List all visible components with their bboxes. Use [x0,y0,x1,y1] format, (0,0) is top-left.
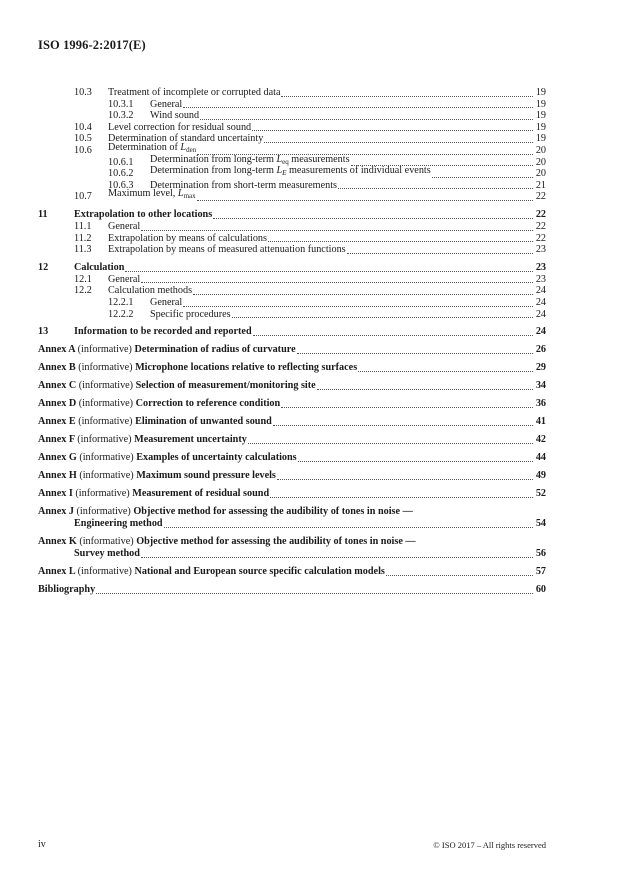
toc-entry-number: 10.3.2 [108,110,134,122]
annex-label: Annex L [38,566,76,578]
toc-entry-title: Calculation methods [108,285,193,297]
annex-title-continued: Survey method [74,548,140,560]
annex-title: Determination of radius of curvature [134,344,296,356]
toc-entry-number: 10.6.2 [108,168,134,180]
toc-entry-page: 23 [535,244,546,256]
toc-annex-entry[interactable] [38,506,546,518]
toc-entry-number: 12.2 [74,285,92,297]
annex-type: (informative) [78,416,133,428]
annex-label: Annex A [38,344,76,356]
dot-leader [273,425,533,426]
toc-entry-number: 10.7 [74,191,92,203]
toc-entry-title: Extrapolation by means of calculations [108,232,267,244]
annex-type: (informative) [77,434,132,446]
annex-type: (informative) [79,452,134,464]
toc-annex-entry-continued[interactable] [38,548,546,560]
toc-entry-page: 20 [535,168,546,180]
dot-leader [253,335,533,336]
annex-page: 42 [535,434,546,446]
toc-entry-page: 24 [535,285,546,297]
annex-label: Annex D [38,398,77,410]
annex-page: 54 [535,518,546,530]
dot-leader [268,241,533,242]
dot-leader [197,200,533,201]
annex-label: Annex K [38,536,77,548]
toc-entry[interactable] [38,209,546,221]
dot-leader [183,306,533,307]
toc-entry-page: 22 [535,191,546,203]
annex-label: Annex C [38,380,77,392]
annex-label: Annex J [38,506,74,518]
dot-leader [281,96,533,97]
annex-type: (informative) [77,566,132,578]
toc-entry-number: 12.2.2 [108,308,134,320]
bibliography-title: Bibliography [38,584,96,596]
toc-entry-title: Treatment of incomplete or corrupted data [108,87,281,98]
annex-type: (informative) [79,470,134,482]
annex-type: (informative) [76,506,131,518]
toc-annex-entry[interactable] [38,380,546,392]
annex-type: (informative) [79,536,134,548]
toc-entry-number: 10.6 [74,144,92,156]
toc-entry[interactable] [38,274,546,286]
toc-entry-title: Maximum level, $L_{max}$ [108,188,196,201]
dot-leader [297,353,533,354]
toc-entry-title: General [150,98,183,110]
annex-label: Annex F [38,434,75,446]
annex-page: 56 [535,548,546,560]
toc-entry-number: 11 [38,208,48,220]
annex-page: 41 [535,416,546,428]
annex-label: Annex H [38,470,77,482]
annex-title: Measurement uncertainty [134,434,247,446]
toc-entry-subscript: eq [282,157,289,166]
dot-leader [277,479,533,480]
table-of-contents [38,87,546,596]
toc-entry[interactable] [38,309,546,321]
annex-title: National and European source specific calculation models [134,566,385,578]
toc-entry[interactable] [38,188,546,203]
bibliography-page: 60 [535,584,546,596]
dot-leader [338,188,533,189]
dot-leader [298,461,533,462]
annex-page: 52 [535,488,546,500]
toc-entry-title: General [108,273,141,285]
annex-title: Objective method for assessing the audibility of tones in noise — [133,506,413,518]
dot-leader [358,371,533,372]
toc-entry-title: Determination of $L_{den}$ [108,141,197,154]
annex-page: 36 [535,398,546,410]
dot-leader [248,443,533,444]
toc-entry-title: Level correction for residual sound [108,121,252,133]
toc-entry-page: 23 [535,261,546,273]
toc-entry-subscript: max [183,192,196,201]
annex-title: Objective method for assessing the audibility of tones in noise — [136,536,416,548]
toc-annex-entry[interactable] [38,470,546,482]
dot-leader [281,407,533,408]
toc-annex-entry[interactable] [38,488,546,500]
toc-entry-number: 13 [38,326,49,338]
dot-leader [141,230,533,231]
annex-label: Annex G [38,452,77,464]
dot-leader [141,282,533,283]
annex-title: Elimination of unwanted sound [135,416,272,428]
toc-annex-entry[interactable] [38,452,546,464]
toc-entry-page: 19 [535,110,546,122]
toc-entry-page: 20 [535,144,546,156]
toc-entry[interactable] [38,233,546,245]
toc-annex-entry[interactable] [38,344,546,356]
dot-leader [386,575,533,576]
annex-type: (informative) [75,488,130,500]
dot-leader [193,294,533,295]
toc-entry-page: 22 [535,232,546,244]
dot-leader [264,142,533,143]
toc-entry-page: 19 [535,87,546,98]
toc-entry[interactable] [38,165,546,180]
toc-entry[interactable] [38,262,546,274]
toc-annex-entry[interactable] [38,566,546,578]
annex-title: Selection of measurement/monitoring site [135,380,316,392]
dot-leader [347,253,533,254]
toc-entry[interactable] [38,244,546,256]
dot-leader [141,557,533,558]
toc-entry[interactable] [38,297,546,309]
toc-entry[interactable] [38,285,546,297]
toc-entry-number: 11.1 [74,220,92,232]
toc-entry-number: 10.6.1 [108,156,134,168]
toc-annex-entry-continued[interactable] [38,518,546,530]
toc-entry-page: 20 [535,156,546,168]
dot-leader [200,119,533,120]
dot-leader [232,317,533,318]
annex-title: Measurement of residual sound [132,488,270,500]
toc-entry-page: 24 [535,308,546,320]
toc-entry[interactable] [38,99,546,111]
annex-page: 49 [535,470,546,482]
toc-entry-page: 21 [535,179,546,191]
toc-entry-title: Extrapolation to other locations [74,208,213,220]
annex-page: 57 [535,566,546,578]
dot-leader [125,271,533,272]
dot-leader [164,527,533,528]
toc-entry-number: 12.1 [74,273,92,285]
toc-entry-title: Determination from short-term measurements [150,179,337,191]
toc-entry-page: 19 [535,133,546,145]
dot-leader [432,177,533,178]
annex-title: Correction to reference condition [135,398,281,410]
toc-entry-title: Calculation [74,261,125,273]
annex-type: (informative) [78,362,133,374]
toc-entry-title: Determination from long-term $L_{eq}$ measurements [150,153,350,166]
annex-type: (informative) [78,380,134,392]
document-header: ISO 1996-2:2017(E) [38,38,146,52]
toc-entry-subscript: E [282,169,287,178]
toc-entry-number: 10.3 [74,87,92,98]
toc-entry-page: 22 [535,208,546,220]
toc-entry-subscript: den [186,145,197,154]
toc-entry-number: 10.3.1 [108,98,134,110]
toc-entry-number: 11.2 [74,232,92,244]
dot-leader [317,389,533,390]
toc-entry-title: General [150,296,183,308]
toc-entry-page: 19 [535,98,546,110]
annex-type: (informative) [78,398,134,410]
toc-annex-entry[interactable] [38,536,546,548]
annex-type: (informative) [77,344,132,356]
toc-entry-title: Determination of standard uncertainty [108,133,264,145]
dot-leader [183,107,533,108]
toc-annex-entry[interactable] [38,398,546,410]
toc-entry[interactable] [38,87,546,99]
toc-entry-page: 19 [535,121,546,133]
annex-title: Microphone locations relative to reflecting surfaces [135,362,358,374]
toc-entry-number: 10.6.3 [108,179,134,191]
toc-entry[interactable] [38,326,546,338]
toc-bibliography-entry[interactable] [38,584,546,596]
toc-entry-title: Wind sound [150,110,200,122]
annex-page: 26 [535,344,546,356]
toc-entry[interactable] [38,110,546,122]
dot-leader [252,130,533,131]
toc-entry-title: Extrapolation by means of measured attenuation functions [108,244,346,256]
page-number: iv [38,839,46,850]
toc-entry-number: 10.4 [74,121,92,133]
annex-page: 34 [535,380,546,392]
dot-leader [270,497,533,498]
annex-page: 29 [535,362,546,374]
dot-leader [213,218,533,219]
toc-entry-number: 12.2.1 [108,296,134,308]
toc-entry-title: Specific procedures [150,308,231,320]
annex-label: Annex I [38,488,73,500]
annex-label: Annex E [38,416,76,428]
toc-entry-number: 10.5 [74,133,92,145]
toc-entry-page: 22 [535,220,546,232]
toc-entry[interactable] [38,221,546,233]
annex-label: Annex B [38,362,76,374]
toc-annex-entry[interactable] [38,362,546,374]
toc-entry-title: General [108,220,141,232]
copyright-notice: © ISO 2017 – All rights reserved [433,840,546,850]
toc-entry-page: 24 [535,296,546,308]
annex-title-continued: Engineering method [74,518,163,530]
annex-title: Examples of uncertainty calculations [136,452,297,464]
toc-entry[interactable] [38,122,546,134]
toc-annex-entry[interactable] [38,416,546,428]
toc-entry-title: Determination from long-term $L_E$ measurements of individual events [150,165,431,178]
toc-entry-number: 11.3 [74,244,92,256]
dot-leader [96,593,533,594]
toc-entry-page: 24 [535,326,546,338]
annex-page: 44 [535,452,546,464]
toc-annex-entry[interactable] [38,434,546,446]
annex-title: Maximum sound pressure levels [136,470,276,482]
toc-entry-page: 23 [535,273,546,285]
toc-entry-title: Information to be recorded and reported [74,326,252,338]
toc-entry-number: 12 [38,261,49,273]
